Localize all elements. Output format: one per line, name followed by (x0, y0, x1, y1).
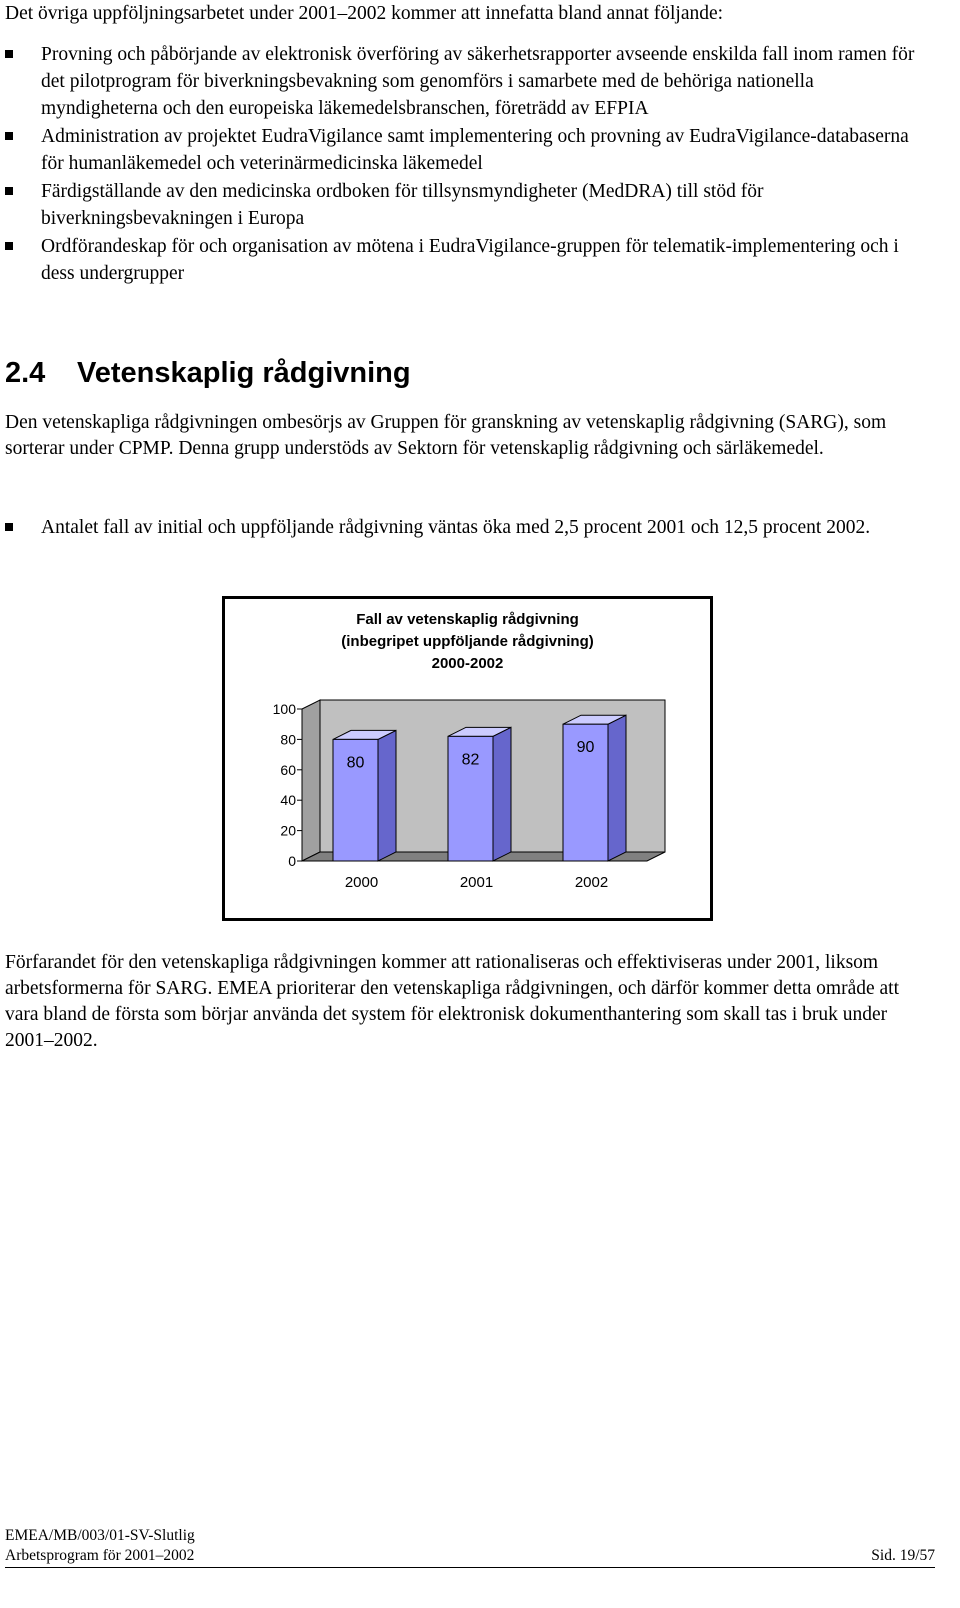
bar-value-label: 82 (461, 751, 480, 769)
y-tick-label: 80 (280, 731, 296, 748)
bar-value-label: 80 (346, 754, 365, 772)
square-bullet-icon (5, 132, 13, 140)
x-tick-label: 2000 (344, 874, 379, 891)
chart-title-line: Fall av vetenskaplig rådgivning (356, 611, 579, 628)
y-tick-label: 20 (280, 822, 296, 839)
section-paragraph: Den vetenskapliga rådgivningen ombesörjs av Gruppen för granskning av vetenskaplig rådgivning (SARG), som sorterar under CPMP. Denna grupp understöds av Sektorn för vetenskaplig rådgivning och särläkemedel. (5, 412, 887, 459)
intro-text: Det övriga uppföljningsarbetet under 2001–2002 kommer att innefatta bland annat följande: (5, 3, 724, 24)
square-bullet-icon (5, 187, 13, 195)
x-tick-label: 2002 (574, 874, 609, 891)
x-tick-label: 2001 (459, 874, 494, 891)
closing-paragraph: Förfarandet för den vetenskapliga rådgivningen kommer att rationaliseras och effektiviseras under 2001, liksom arbetsformerna för SARG. EMEA prioriterar den vetenskapliga rådgivningen, och därför kommer detta område att vara bland de första som börjar använda det system för elektronisk dokumenthantering som skall tas i bruk under 2001–2002. (5, 952, 899, 1051)
y-tick-label: 0 (288, 853, 296, 869)
list-item: Ordförandeskap för och organisation av mötena i EudraVigilance-gruppen för telematik-implementering och i dess undergrupper (5, 233, 935, 287)
follow-up-list (5, 41, 935, 288)
footer (5, 1526, 935, 1568)
section-title: Vetenskaplig rådgivning (77, 357, 411, 389)
section-heading (5, 356, 411, 390)
square-bullet-icon (5, 50, 13, 58)
y-tick-label: 40 (280, 792, 296, 809)
section-number: 2.4 (5, 357, 46, 389)
list-item: Administration av projektet EudraVigilance samt implementering och provning av EudraVigilance-databaserna för humanläkemedel och veterinärmedicinska läkemedel (5, 123, 935, 177)
square-bullet-icon (5, 242, 13, 250)
y-tick-label: 100 (272, 701, 296, 717)
list-item: Provning och påbörjande av elektronisk överföring av säkerhetsrapporter avseende enskilda fall inom ramen för det pilotprogram för biverkningsbevakning som genomförs i samarbete med de behöriga nationella myndigheterna och den europeiska läkemedelsbranschen, företrädd av EFPIA (5, 41, 935, 122)
section-list (5, 514, 935, 542)
bar-side (378, 730, 396, 861)
bar-chart (225, 599, 710, 918)
list-item: Färdigställande av den medicinska ordboken för tillsynsmyndigheter (MedDRA) till stöd för biverkningsbevakningen i Europa (5, 178, 935, 232)
y-tick-label: 60 (280, 761, 296, 778)
chart-title-line: (inbegripet uppföljande rådgivning) (341, 633, 594, 650)
bar-side (608, 715, 626, 861)
footer-rule (5, 1567, 935, 1568)
list-item: Antalet fall av initial och uppföljande rådgivning väntas öka med 2,5 procent 2001 och 12,5 procent 2002. (5, 514, 935, 541)
chart-frame (222, 596, 713, 921)
square-bullet-icon (5, 523, 13, 531)
chart-side-wall (302, 700, 320, 861)
bar-value-label: 90 (576, 739, 595, 757)
page-number: Sid. 19/57 (871, 1547, 935, 1564)
document-title-footer: Arbetsprogram för 2001–2002 (5, 1547, 195, 1564)
document-reference: EMEA/MB/003/01-SV-Slutlig (5, 1527, 195, 1544)
bar-side (493, 727, 511, 861)
chart-title-line: 2000-2002 (431, 655, 504, 672)
